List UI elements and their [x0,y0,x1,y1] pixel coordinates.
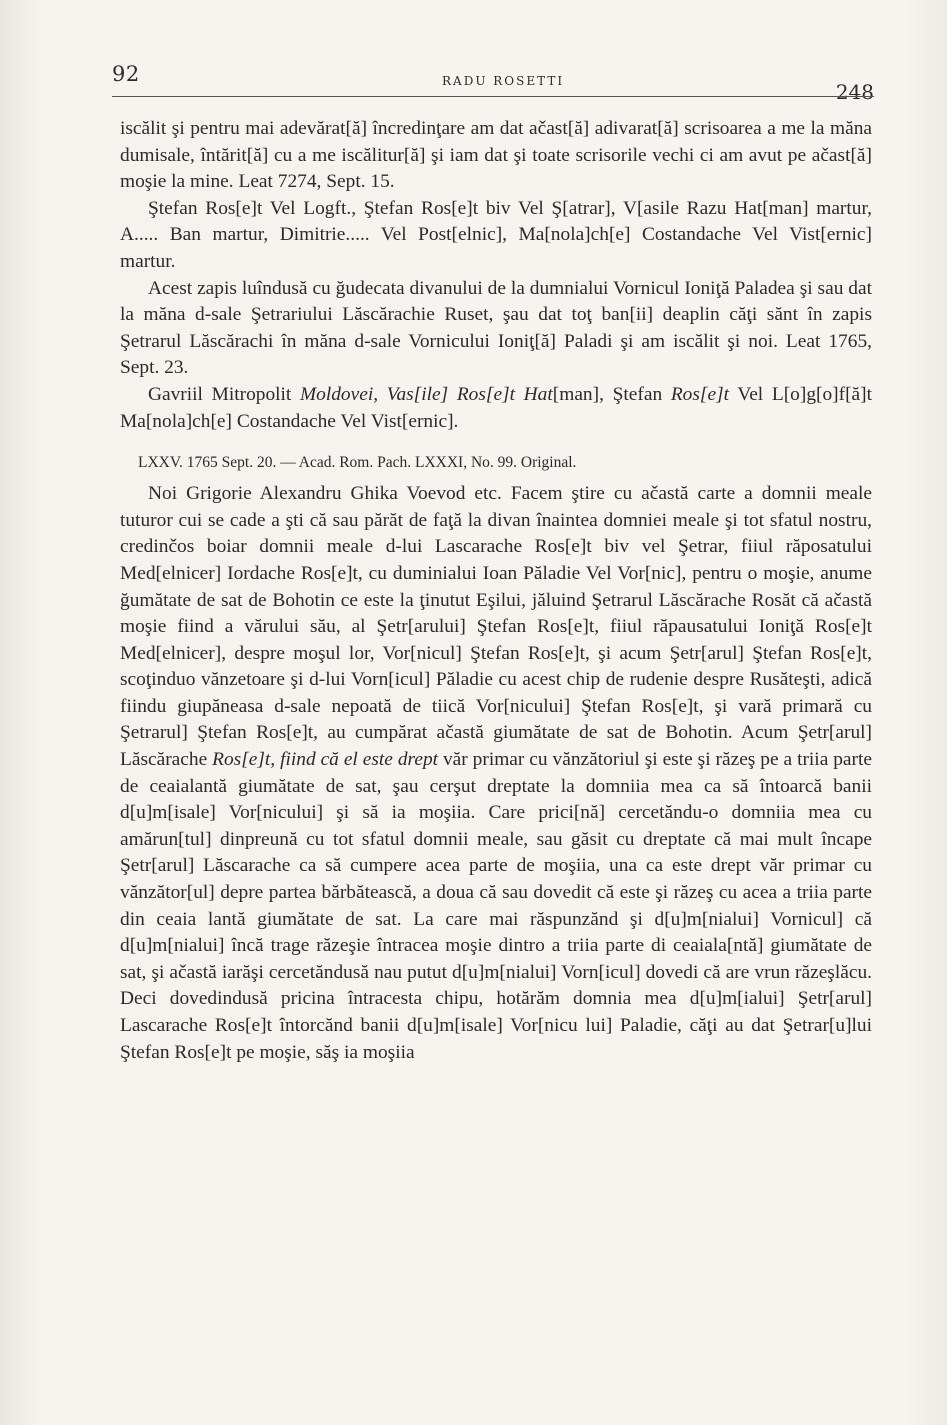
document-number: 248 [835,80,874,104]
paragraph-4-part-d: Ros[e]t [670,383,730,405]
page-number: 92 [112,62,140,86]
paragraph-4-part-e: Vel L[o]g[o]f[ă]t Ma[nola]ch[e] Costandache Vel Vist[ernic]. [120,383,872,432]
paragraph-5-part-c: văr primar cu vănzătoriul şi este şi răzeş pe a triia parte de ceaialantă giumătate de sat, şau cerşut dreptate la domniia mea ca să întoarcă banii d[u]m[isale] Vor[nicului] şi să ia moşiia. Care prici[nă] cercetăndu-o domniia mea cu amărun[tul] dinpreună cu tot sfatul domnii meale, sau găsit cu dreptate că mai mult încape Şetr[arul] Lăscarache ca să cumpere acea parte de moşiia, una ca este drept văr primar cu vănzător[ul] depre partea bărbătească, a doua că sau dovedit că este şi răzeş cu acea a triia parte din ceaia lantă giumătate de sat. La care mai răspunzănd şi d[u]m[nialui] Vornicul] că d[u]m[nialui] încă trage răzeşie întracea moşie dintro a triia parte di ceaiala[ntă] giumătate de sat, şi ačastă iarăşi cercetăndusă nau putut d[u]m[nialui] Vorn[icul] dovedi că are vrun răzeşlăcu. Deci dovedindusă pricina întracesta chipu, hotărăm domnia mea d[u]m[ialui] Şetr[arul] Lascarache Ros[e]t întorcănd banii d[u]m[isale] Vor[nicu lui] Paladie, căţi au dat Şetrar[u]lui Ştefan Ros[e]t pe moşie, săş ia moşiia [120,749,872,1063]
paragraph-1: iscălit şi pentru mai adevărat[ă] încredinţare am dat ačast[ă] adivarat[ă] scrisoarea a me la măna dumisale, întărit[ă] cu a me iscălitur[ă] şi iam dat şi toate scrisorile vechi ci am avut pe ačast[ă] moşie la mine. Leat 7274, Sept. 15. [120,118,872,193]
paragraph-5-part-b: Ros[e]t, fiind că el este drept [212,749,439,771]
paragraph-5 [120,481,872,1066]
header-rule [112,96,874,97]
paragraph-3: Acest zapis luîndusă cu ğudecata divanului de la dumnialui Vornicul Ioniţă Paladea şi sau dat la măna d-sale Şetrariului Lăscărachie Ruset, şau dat toţ ban[ii] deaplin căţi sănt în zapis Şetrarul Lăscărachi în măna d-sale Vornicului Ioniţ[ă] Paladi şi am iscălit şi noi. Leat 1765, Sept. 23. [120,277,872,379]
paragraph-4-part-b: Moldovei, Vas[ile] Ros[e]t Hat [300,383,553,405]
paragraph-2: Ştefan Ros[e]t Vel Logft., Ştefan Ros[e]t biv Vel Ş[atrar], V[asile Razu Hat[man] martur, A..... Ban martur, Dimitrie..... Vel Post[elnic], Ma[nola]ch[e] Costandache Vel Vist[ernic] martur. [120,197,872,272]
paragraph-4-part-c: [man], Ştefan [552,383,671,405]
paragraph-4 [120,382,872,435]
paragraph-5-part-a: Noi Grigorie Alexandru Ghika Voevod etc. Facem ştire cu ačastă carte a domnii meale tuturor cui se cade a şti că sau părăt de faţă la divan înaintea domniei meale şi tot sfatul nostru, credinčos boiar domnii meale d-lui Lascarache Ros[e]t biv vel Şetrar, fiiul răposatului Med[elnicer] Iordache Ros[e]t, cu duminialui Ioan Păladie Vel Vor[nic], pentru o moşie, anume ğumătate de sat de Bohotin ce este la ţinutut Eşilui, jăluind Şetrarul Lăscărache Rosăt că ačastă moşie fiind a vărului său, al Şetr[arului] Ştefan Ros[e]t, fiiul răpausatului Ioniţă Ros[e]t Med[elnicer], despre moşul lor, Vor[nicul] Ştefan Ros[e]t, şi acum Şetr[arul] Ştefan Ros[e]t, scoţinduo vănzetoare şi d-lui Vorn[icul] Păladie cu acest chip de rudenie despre Rusăteşti, adică fiindu giupăneasa d-sale nepoată de tiică Vor[nicului] Ştefan Ros[e]t, şi vară primară cu Şetrarul] Ştefan Ros[e]t, au cumpărat ačastă giumătate de sat de Bohotin. Acum Şetr[arul] Lăscărache [120,483,872,771]
paragraph-4-part-a: Gavriil Mitropolit [148,383,300,405]
document-caption: LXXV. 1765 Sept. 20. — Acad. Rom. Pach. LXXXI, No. 99. Original. [138,454,577,472]
body-text [120,116,872,1066]
running-head: RADU ROSETTI [442,74,565,88]
